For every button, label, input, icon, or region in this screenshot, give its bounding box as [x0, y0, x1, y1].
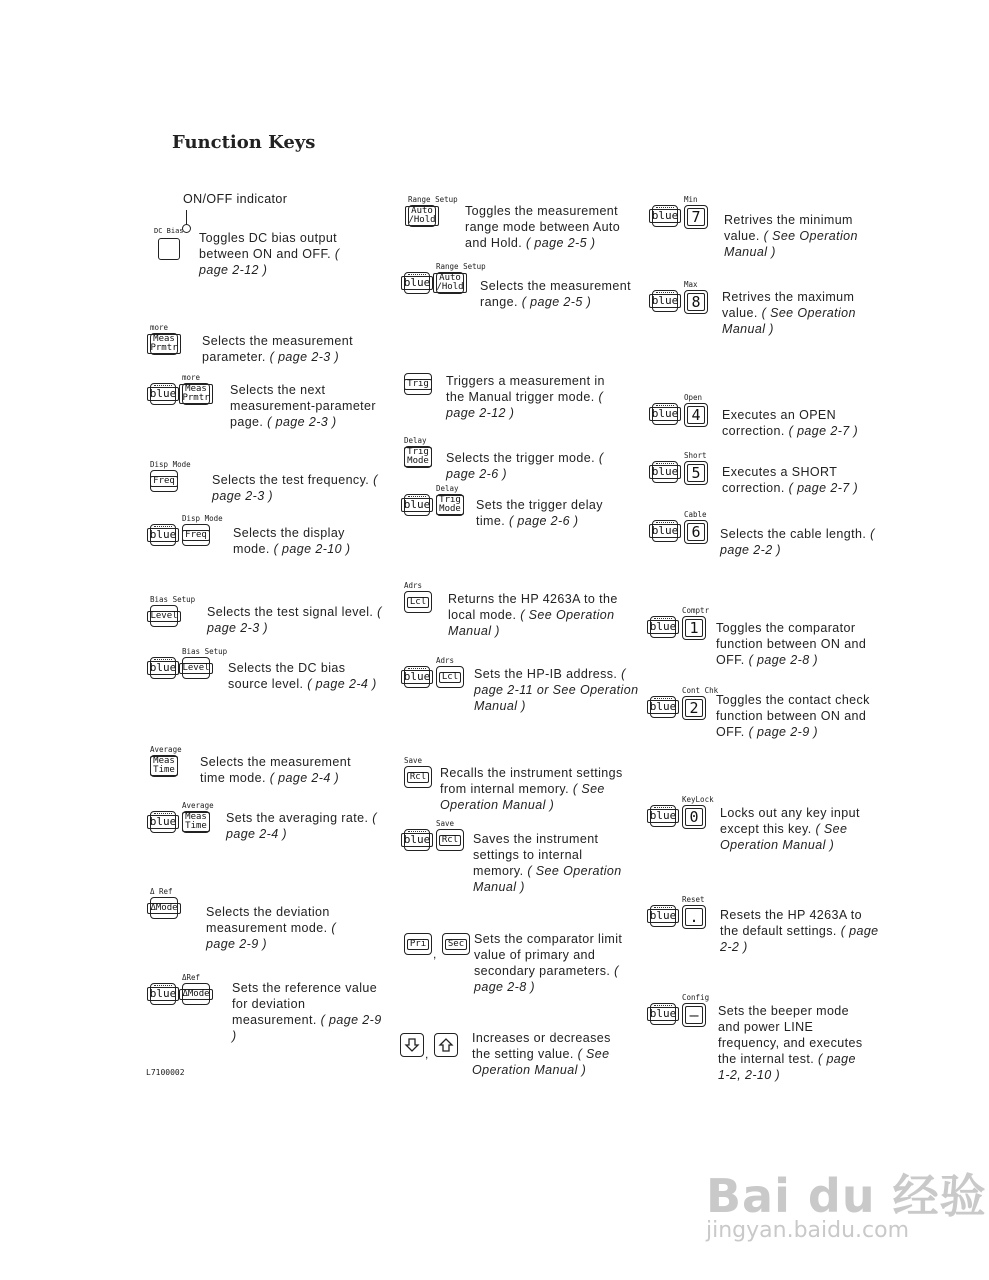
entry-page-ref: ( page 2-12 ): [446, 390, 604, 420]
blue-key-hatch: [654, 698, 672, 702]
key-cap-label: blue: [649, 294, 682, 308]
entry-text: Selects the measurement parameter.: [202, 334, 353, 364]
blue-key-hatch: [154, 985, 172, 989]
key-shifted-label: Max: [684, 280, 698, 289]
up-arrow-icon: [438, 1037, 454, 1053]
entry-description: [230, 382, 390, 430]
freq-key[interactable]: [150, 470, 178, 492]
entry-text: Sets the HP-IB address.: [474, 667, 622, 681]
blue-key[interactable]: [404, 666, 430, 688]
key-cap-label: Level: [147, 611, 180, 622]
key-cap-label: 8: [687, 293, 704, 311]
entry-description: [200, 754, 380, 786]
entry-description: [722, 407, 892, 439]
entry-description: [465, 203, 645, 251]
key-shifted-label: more: [182, 373, 201, 382]
key-shifted-label: Average: [182, 801, 214, 810]
key-cap-label: Auto /Hold: [433, 273, 466, 293]
meas-prmtr-key[interactable]: [182, 383, 210, 405]
dc-bias-description: [199, 230, 369, 278]
entry-page-ref: ( page 2-4 ): [269, 771, 340, 785]
blue-key[interactable]: [650, 905, 676, 927]
key-separator: ,: [433, 947, 437, 961]
down-arrow-icon: [404, 1037, 420, 1053]
6-key[interactable]: [684, 520, 708, 544]
entry-page-ref: ( See Operation Manual ): [722, 306, 856, 336]
blue-key[interactable]: [652, 205, 678, 227]
key-cap-label: —: [685, 1006, 702, 1024]
entry-page-ref: ( page 2-8 ): [748, 653, 818, 667]
entry-text: Selects the measurement time mode.: [200, 755, 351, 785]
entry-page-ref: ( page 2-3 ): [269, 350, 340, 364]
entry-text: Retrives the minimum value.: [724, 213, 853, 243]
entry-text: Toggles the contact check function between ON and OFF.: [716, 693, 870, 739]
blue-key[interactable]: [150, 657, 176, 679]
key-shifted-label: Comptr: [682, 606, 710, 615]
key-cap-label: blue: [647, 809, 680, 823]
key-shifted-label: Save: [404, 756, 423, 765]
key-cap-label: blue: [401, 833, 434, 847]
entry-page-ref: ( page 2-9 ): [748, 725, 818, 739]
key-cap-label: blue: [649, 407, 682, 421]
key-cap-label: Lcl: [407, 597, 429, 608]
freq-key[interactable]: [182, 524, 210, 546]
sec-key[interactable]: [442, 933, 470, 955]
entry-page-ref: ( page 2-3 ): [207, 605, 382, 635]
entry-text: Toggles the measurement range mode between Auto and Hold.: [465, 204, 621, 250]
entry-text: Increases or decreases the setting value.: [472, 1031, 611, 1061]
blue-key[interactable]: [652, 520, 678, 542]
key-shifted-label: Reset: [682, 895, 705, 904]
level-key[interactable]: [182, 657, 210, 679]
key-cap-label: blue: [147, 528, 180, 542]
level-key[interactable]: [150, 605, 178, 627]
key-shifted-label: Range Setup: [436, 262, 486, 271]
entry-page-ref: ( page 2-9 ): [206, 921, 336, 951]
blue-key-hatch: [154, 659, 172, 663]
key-cap-label: Meas Prmtr: [147, 334, 180, 354]
entry-description: [722, 464, 892, 496]
entry-text: Resets the HP 4263A to the default settings.: [720, 908, 862, 938]
key-shifted-label: Cable: [684, 510, 707, 519]
key-shifted-label: Disp Mode: [150, 460, 191, 469]
key-cap-label: ΔMode: [179, 989, 212, 1000]
key-cap-label: Lcl: [439, 672, 461, 683]
entry-page-ref: ( page 2-8 ): [474, 964, 619, 994]
entry-description: [480, 278, 650, 310]
entry-page-ref: ( page 2-3 ): [212, 473, 378, 503]
entry-description: [720, 907, 880, 955]
8-key[interactable]: [684, 290, 708, 314]
entry-text: Triggers a measurement in the Manual trigger mode.: [446, 374, 605, 404]
key-cap-label: Rcl: [407, 772, 429, 783]
key-cap-label: blue: [649, 465, 682, 479]
blue-key[interactable]: [404, 272, 430, 294]
key-cap-label: Freq: [150, 476, 178, 487]
key-shifted-label: Bias Setup: [182, 647, 228, 656]
key-cap-label: Rcl: [439, 835, 461, 846]
entry-text: Selects the next measurement-parameter page.: [230, 383, 376, 429]
entry-description: [228, 660, 388, 692]
key-shifted-label: KeyLock: [682, 795, 714, 804]
entry-description: [207, 604, 387, 636]
entry-description: [206, 904, 366, 952]
key-shifted-label: Save: [436, 819, 455, 828]
blue-key[interactable]: [652, 290, 678, 312]
entry-description: [448, 591, 628, 639]
blue-key-hatch: [656, 292, 674, 296]
trig-mode-key[interactable]: [404, 446, 432, 468]
on-off-indicator-label: ON/OFF indicator: [183, 192, 288, 206]
rcl-key[interactable]: [436, 829, 464, 851]
blue-key[interactable]: [652, 461, 678, 483]
key-cap-label: blue: [147, 387, 180, 401]
key-cap-label: Trig Mode: [404, 447, 432, 467]
entry-text: Toggles the comparator function between ON and OFF.: [716, 621, 867, 667]
entry-text: Selects the test frequency.: [212, 473, 374, 487]
watermark-url: jingyan.baidu.com: [706, 1218, 910, 1243]
key-shifted-label: Average: [150, 745, 182, 754]
lcl-key[interactable]: [404, 591, 432, 613]
key-cap-label: 7: [687, 208, 704, 226]
entry-page-ref: ( page 2-6 ): [446, 451, 604, 481]
blue-key[interactable]: [150, 524, 176, 546]
blue-key-hatch: [408, 274, 426, 278]
key-cap-label: blue: [647, 1007, 680, 1021]
blue-key-hatch: [656, 207, 674, 211]
blue-key[interactable]: [650, 616, 676, 638]
entry-text: Selects the trigger mode.: [446, 451, 599, 465]
blue-key[interactable]: [150, 983, 176, 1005]
blue-key-hatch: [656, 463, 674, 467]
entry-text: Selects the test signal level.: [207, 605, 378, 619]
key-cap-label: blue: [401, 670, 434, 684]
down-arrow-key[interactable]: [400, 1033, 424, 1057]
entry-page-ref: ( See Operation Manual ): [472, 1047, 610, 1077]
key-shifted-label: Δ Ref: [150, 887, 173, 896]
key-cap-label: Freq: [182, 530, 210, 541]
key-shifted-label: Open: [684, 393, 703, 402]
entry-description: [446, 373, 626, 421]
key-shifted-label: Bias Setup: [150, 595, 196, 604]
blue-key[interactable]: [404, 829, 430, 851]
entry-description: [232, 980, 382, 1044]
entry-text: Saves the instrument settings to internal memory.: [473, 832, 599, 878]
entry-description: [716, 692, 886, 740]
entry-description: [724, 212, 874, 260]
entry-text: Selects the DC bias source level.: [228, 661, 346, 691]
entry-page-ref: ( See Operation Manual ): [724, 229, 858, 259]
key-cap-label: Pri: [407, 939, 429, 950]
trig-key[interactable]: [404, 373, 432, 395]
entry-description: [473, 831, 633, 895]
5-key[interactable]: [684, 461, 708, 485]
key-cap-label: 2: [685, 699, 702, 717]
4-key[interactable]: [684, 403, 708, 427]
key-cap-label: blue: [647, 620, 680, 634]
entry-text: Selects the measurement range.: [480, 279, 631, 309]
entry-description: [720, 526, 880, 558]
entry-text: Sets the trigger delay time.: [476, 498, 603, 528]
entry-page-ref: ( page 2-4 ): [307, 677, 377, 691]
entry-page-ref: ( See Operation Manual ): [720, 822, 848, 852]
key-cap-label: Trig: [404, 379, 432, 390]
key-cap-label: 0: [685, 808, 702, 826]
mode-key[interactable]: [150, 897, 178, 919]
blue-key-hatch: [408, 831, 426, 835]
entry-description: [472, 1030, 632, 1078]
key-cap-label: ΔMode: [147, 903, 180, 914]
entry-text: Returns the HP 4263A to the local mode.: [448, 592, 618, 622]
entry-description: [233, 525, 383, 557]
key-cap-label: .: [685, 908, 702, 926]
key-cap-label: Meas Time: [182, 812, 210, 832]
entry-description: [476, 497, 626, 529]
blue-key[interactable]: [650, 696, 676, 718]
key-shifted-label: Min: [684, 195, 698, 204]
blue-key[interactable]: [652, 403, 678, 425]
entry-page-ref: ( page 2-11 or See Operation Manual ): [474, 667, 639, 713]
-key[interactable]: [682, 905, 706, 929]
key-shifted-label: Cont Chk: [682, 686, 719, 695]
blue-key-hatch: [154, 813, 172, 817]
entry-page-ref: ( page 2-3 ): [267, 415, 337, 429]
entry-text: Selects the deviation measurement mode.: [206, 905, 332, 935]
blue-key-hatch: [654, 807, 672, 811]
key-cap-label: 6: [687, 523, 704, 541]
key-cap-label: blue: [649, 524, 682, 538]
7-key[interactable]: [684, 205, 708, 229]
entry-description: [722, 289, 872, 337]
rcl-key[interactable]: [404, 766, 432, 788]
entry-page-ref: ( page 2-5 ): [521, 295, 592, 309]
key-cap-label: Sec: [445, 939, 467, 950]
entry-description: [440, 765, 640, 813]
entry-text: Recalls the instrument settings from internal memory.: [440, 766, 623, 796]
key-cap-label: 5: [687, 464, 704, 482]
key-cap-label: blue: [147, 987, 180, 1001]
entry-description: [720, 805, 880, 853]
key-cap-label: Auto /Hold: [405, 206, 438, 226]
entry-page-ref: ( page 2-12 ): [199, 247, 340, 277]
entry-page-ref: ( page 2-2 ): [720, 924, 879, 954]
blue-key-hatch: [654, 1005, 672, 1009]
blue-key-hatch: [154, 526, 172, 530]
key-separator: ,: [425, 1047, 429, 1061]
entry-description: [446, 450, 626, 482]
key-shifted-label: Short: [684, 451, 707, 460]
entry-page-ref: ( See Operation Manual ): [473, 864, 622, 894]
key-shifted-label: more: [150, 323, 169, 332]
key-cap-label: Trig Mode: [436, 495, 464, 515]
blue-key-hatch: [656, 405, 674, 409]
entry-description: [226, 810, 396, 842]
up-arrow-key[interactable]: [434, 1033, 458, 1057]
blue-key-hatch: [408, 668, 426, 672]
-key[interactable]: [682, 1003, 706, 1027]
entry-page-ref: ( page 2-2 ): [720, 527, 875, 557]
entry-page-ref: ( See Operation Manual ): [448, 608, 615, 638]
entry-page-ref: ( page 2-4 ): [226, 811, 377, 841]
key-cap-label: 1: [685, 619, 702, 637]
blue-key[interactable]: [150, 811, 176, 833]
key-cap-label: blue: [647, 909, 680, 923]
entry-text: Sets the beeper mode and power LINE frequency, and executes the internal test.: [718, 1004, 863, 1066]
entry-page-ref: ( page 1-2, 2-10 ): [718, 1052, 856, 1082]
key-shifted-label: Disp Mode: [182, 514, 223, 523]
blue-key[interactable]: [650, 805, 676, 827]
entry-text: Executes a SHORT correction.: [722, 465, 838, 495]
entry-description: [212, 472, 392, 504]
key-cap-label: Meas Prmtr: [179, 384, 212, 404]
entry-page-ref: ( See Operation Manual ): [440, 782, 605, 812]
key-shifted-label: Range Setup: [408, 195, 458, 204]
entry-text: Toggles DC bias output between ON and OFF.: [199, 231, 338, 261]
entry-text: Selects the cable length.: [720, 527, 871, 541]
entry-text: Sets the averaging rate.: [226, 811, 373, 825]
key-shifted-label: Adrs: [436, 656, 455, 665]
entry-description: [716, 620, 876, 668]
entry-description: [474, 931, 624, 995]
key-cap-label: blue: [147, 661, 180, 675]
entry-page-ref: ( page 2-9 ): [232, 1013, 382, 1043]
key-shifted-label: Adrs: [404, 581, 423, 590]
entry-text: Selects the display mode.: [233, 526, 345, 556]
entry-description: [202, 333, 402, 365]
entry-text: Locks out any key input except this key.: [720, 806, 860, 836]
auto-hold-key[interactable]: [408, 205, 436, 227]
blue-key-hatch: [654, 618, 672, 622]
key-shifted-label: Delay: [436, 484, 459, 493]
key-cap-label: Level: [179, 663, 212, 674]
key-cap-label: blue: [147, 815, 180, 829]
mode-key[interactable]: [182, 983, 210, 1005]
meas-time-key[interactable]: [150, 755, 178, 777]
blue-key-hatch: [654, 907, 672, 911]
entry-page-ref: ( page 2-5 ): [525, 236, 596, 250]
blue-key-hatch: [408, 496, 426, 500]
lcl-key[interactable]: [436, 666, 464, 688]
1-key[interactable]: [682, 616, 706, 640]
watermark-brand: Bai du 经验: [706, 1169, 987, 1223]
blue-key[interactable]: [150, 383, 176, 405]
key-cap-label: blue: [649, 209, 682, 223]
key-cap-label: 4: [687, 406, 704, 424]
entry-description: [718, 1003, 868, 1083]
pri-key[interactable]: [404, 933, 432, 955]
blue-key-hatch: [154, 385, 172, 389]
auto-hold-key[interactable]: [436, 272, 464, 294]
dc-bias-key[interactable]: [158, 238, 180, 260]
entry-page-ref: ( page 2-7 ): [788, 424, 859, 438]
entry-text: Sets the reference value for deviation measurement.: [232, 981, 378, 1027]
key-cap-label: blue: [647, 700, 680, 714]
0-key[interactable]: [682, 805, 706, 829]
2-key[interactable]: [682, 696, 706, 720]
key-cap-label: blue: [401, 498, 434, 512]
dc-bias-key-label: DC Bias: [154, 227, 184, 235]
meas-prmtr-key[interactable]: [150, 333, 178, 355]
entry-page-ref: ( page 2-10 ): [273, 542, 351, 556]
page-title: Function Keys: [172, 132, 316, 153]
figure-code: L7100002: [146, 1068, 185, 1077]
key-cap-label: blue: [401, 276, 434, 290]
key-shifted-label: Delay: [404, 436, 427, 445]
key-shifted-label: Config: [682, 993, 710, 1002]
blue-key[interactable]: [404, 494, 430, 516]
blue-key[interactable]: [650, 1003, 676, 1025]
entry-description: [474, 666, 644, 714]
entry-text: Retrives the maximum value.: [722, 290, 855, 320]
meas-time-key[interactable]: [182, 811, 210, 833]
entry-page-ref: ( page 2-7 ): [788, 481, 859, 495]
key-shifted-label: ΔRef: [182, 973, 201, 982]
entry-text: Executes an OPEN correction.: [722, 408, 837, 438]
entry-page-ref: ( page 2-6 ): [508, 514, 579, 528]
trig-mode-key[interactable]: [436, 494, 464, 516]
entry-text: Sets the comparator limit value of primary and secondary parameters.: [474, 932, 623, 978]
key-cap-label: Meas Time: [150, 756, 178, 776]
blue-key-hatch: [656, 522, 674, 526]
